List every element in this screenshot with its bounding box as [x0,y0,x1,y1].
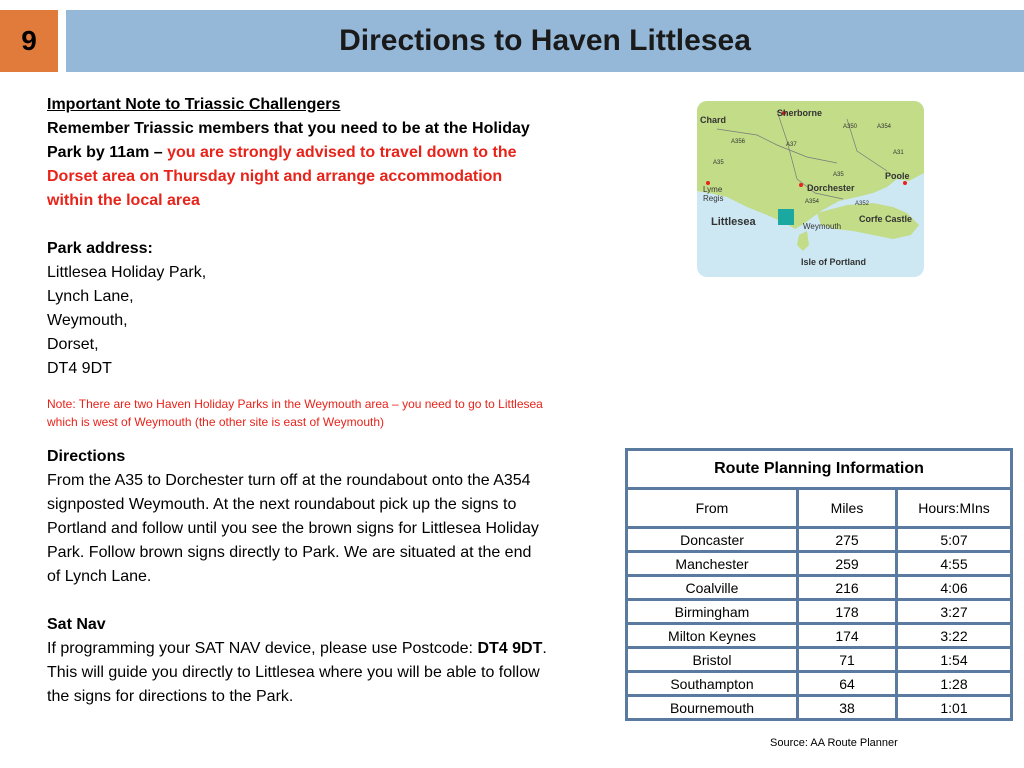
address-line: Littlesea Holiday Park, [47,264,207,281]
directions-text: From the A35 to Dorchester turn off at the roundabout onto the A354 signposted Weymouth. At the next roundabout pick up the signs to Portland and follow until you see the brown signs for Littlesea Holiday Park. Follow brown signs directly to Park. We are situated at the end of Lynch Lane. [47,472,539,585]
table-row [627,672,1012,696]
map-label: A354 [877,124,892,130]
map-label: A356 [731,139,746,145]
table-caption: Route Planning Information [627,450,1012,489]
table-header-row [627,489,1012,528]
satnav-text-after: . This will guide you directly to Littlesea where you will be able to follow the signs for directions to the Park. [47,640,547,705]
cell-miles: 275 [798,528,897,552]
table-row [627,576,1012,600]
cell-miles: 259 [798,552,897,576]
column-header-from: From [627,489,798,528]
map-label: Isle of Portland [801,257,867,267]
directions-content [47,93,547,709]
cell-time: 4:55 [897,552,1012,576]
map-label: A35 [833,172,844,178]
cell-miles: 38 [798,696,897,720]
title-bar [66,10,1024,72]
table-caption-row [627,450,1012,489]
cell-from: Milton Keynes [627,624,798,648]
warning-note: Note: There are two Haven Holiday Parks in the Weymouth area – you need to go to Littlesea which is west of Weymouth (the other site is east of Weymouth) [47,397,543,429]
cell-time: 4:06 [897,576,1012,600]
cell-miles: 178 [798,600,897,624]
note-red-text: you are strongly advised to travel down to the Dorset area on Thursday night and arrange accommodation within the local area [47,144,517,209]
satnav-heading: Sat Nav [47,616,106,633]
satnav-text-before: If programming your SAT NAV device, please use Postcode: [47,640,478,657]
cell-miles: 216 [798,576,897,600]
map-graphic [697,101,924,277]
note-line: Remember Triassic members that you need to be at the Holiday Park by 11am – [47,120,530,161]
cell-from: Bournemouth [627,696,798,720]
table-row [627,696,1012,720]
map-label: A37 [786,142,797,148]
column-header-hours: Hours:MIns [897,489,1012,528]
satnav-text [47,637,547,709]
location-map [697,101,924,277]
address-heading: Park address: [47,240,153,257]
route-planning-table [625,448,1013,721]
table-row [627,600,1012,624]
map-label: Littlesea [711,216,756,228]
cell-from: Birmingham [627,600,798,624]
map-label: A350 [843,124,858,130]
note-text [47,117,547,213]
cell-time: 1:01 [897,696,1012,720]
satnav-postcode: DT4 9DT [477,640,543,657]
map-label: Dorchester [807,183,855,193]
slide-number: 9 [0,10,58,72]
cell-time: 1:28 [897,672,1012,696]
cell-time: 5:07 [897,528,1012,552]
cell-miles: 64 [798,672,897,696]
cell-from: Coalville [627,576,798,600]
cell-miles: 174 [798,624,897,648]
map-label: Corfe Castle [859,214,913,224]
map-label: Chard [700,115,727,125]
map-label: A354 [805,199,820,205]
cell-miles: 71 [798,648,897,672]
map-label: Lyme [703,185,723,194]
cell-time: 1:54 [897,648,1012,672]
cell-from: Manchester [627,552,798,576]
page-title: Directions to Haven Littlesea [339,24,751,57]
table-row [627,552,1012,576]
source-note: Source: AA Route Planner [770,737,898,749]
map-label: Weymouth [803,222,842,231]
address-line: Weymouth, [47,312,128,329]
cell-from: Bristol [627,648,798,672]
directions-heading: Directions [47,448,126,465]
table-row [627,648,1012,672]
map-label: Sherborne [777,108,823,118]
map-label: Poole [885,171,910,181]
note-heading: Important Note to Triassic Challengers [47,96,341,113]
map-label: Regis [703,194,724,203]
cell-from: Doncaster [627,528,798,552]
address-line: DT4 9DT [47,360,112,377]
table-row [627,528,1012,552]
cell-time: 3:27 [897,600,1012,624]
address-line: Lynch Lane, [47,288,134,305]
map-label: A35 [713,160,724,166]
table-row [627,624,1012,648]
map-label: A31 [893,150,904,156]
map-label: A352 [855,201,870,207]
cell-from: Southampton [627,672,798,696]
cell-time: 3:22 [897,624,1012,648]
address-line: Dorset, [47,336,99,353]
column-header-miles: Miles [798,489,897,528]
